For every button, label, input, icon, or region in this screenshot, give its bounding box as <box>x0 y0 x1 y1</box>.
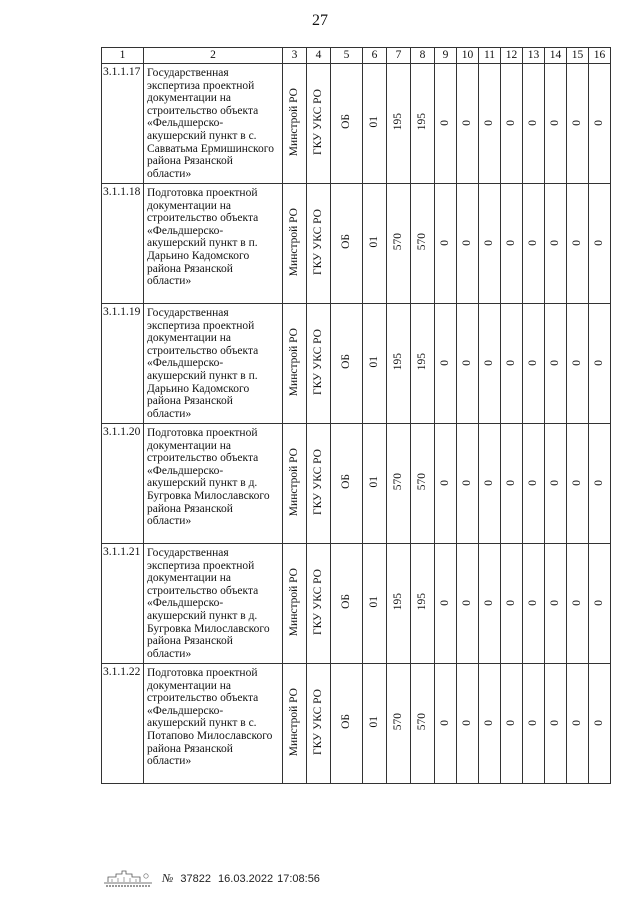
executor-text: ГКУ УКС РО <box>312 448 325 515</box>
activity-name: Государственная экспертиза проектной документации на строительство объекта «Фельдшерско-акушерский пункт в п. Дарьино Кадомского района Рязанской области» <box>144 304 283 424</box>
amount-col-8-text: 195 <box>416 593 429 611</box>
amount-col-14 <box>545 664 567 784</box>
column-header-11: 11 <box>479 48 501 64</box>
amount-col-9 <box>435 184 457 304</box>
activity-code: 3.1.1.18 <box>102 184 144 304</box>
column-header-15: 15 <box>567 48 589 64</box>
amount-col-12-text: 0 <box>505 240 518 247</box>
column-header-9: 9 <box>435 48 457 64</box>
amount-col-10-text: 0 <box>461 240 474 247</box>
amount-col-13 <box>523 424 545 544</box>
amount-col-11-text: 0 <box>483 360 496 367</box>
responsible-agency <box>283 64 307 184</box>
amount-col-9 <box>435 544 457 664</box>
amount-col-14 <box>545 304 567 424</box>
amount-col-12 <box>501 544 523 664</box>
table-row <box>102 64 611 184</box>
table-body <box>102 48 611 784</box>
amount-col-16 <box>589 664 611 784</box>
column-header-2: 2 <box>144 48 283 64</box>
amount-col-11-text: 0 <box>483 720 496 727</box>
table-row <box>102 304 611 424</box>
total-amount <box>387 544 411 664</box>
responsible-agency-text: Минстрой РО <box>288 327 301 396</box>
amount-col-14-text: 0 <box>549 120 562 127</box>
total-amount-text: 570 <box>392 473 405 491</box>
amount-col-15-text: 0 <box>571 120 584 127</box>
amount-col-15-text: 0 <box>571 720 584 727</box>
responsible-agency-text: Минстрой РО <box>288 567 301 636</box>
responsible-agency <box>283 544 307 664</box>
funding-source-text: ОБ <box>340 714 353 730</box>
amount-col-13-text: 0 <box>527 480 540 487</box>
amount-col-15 <box>567 544 589 664</box>
registry-time: 17:08:56 <box>277 872 320 885</box>
amount-col-11 <box>479 64 501 184</box>
amount-col-9-text: 0 <box>439 120 452 127</box>
funding-source-text: ОБ <box>340 354 353 370</box>
amount-col-12 <box>501 664 523 784</box>
total-amount <box>387 424 411 544</box>
column-header-7: 7 <box>387 48 411 64</box>
funding-source <box>331 184 363 304</box>
amount-col-14-text: 0 <box>549 360 562 367</box>
amount-col-10-text: 0 <box>461 360 474 367</box>
amount-col-9 <box>435 64 457 184</box>
funding-source-text: ОБ <box>340 474 353 490</box>
code-col-6 <box>363 184 387 304</box>
amount-col-14 <box>545 184 567 304</box>
amount-col-14-text: 0 <box>549 240 562 247</box>
footer-stamp <box>102 868 324 888</box>
registry-number: 37822 <box>180 872 211 885</box>
amount-col-9-text: 0 <box>439 360 452 367</box>
executor-text: ГКУ УКС РО <box>312 208 325 275</box>
responsible-agency <box>283 184 307 304</box>
amount-col-16 <box>589 304 611 424</box>
amount-col-10-text: 0 <box>461 600 474 607</box>
column-header-1: 1 <box>102 48 144 64</box>
amount-col-15-text: 0 <box>571 360 584 367</box>
responsible-agency-text: Минстрой РО <box>288 87 301 156</box>
amount-col-9-text: 0 <box>439 720 452 727</box>
amount-col-12-text: 0 <box>505 720 518 727</box>
amount-col-10 <box>457 424 479 544</box>
amount-col-10 <box>457 544 479 664</box>
amount-col-16-text: 0 <box>593 600 606 607</box>
executor <box>307 184 331 304</box>
amount-col-15 <box>567 424 589 544</box>
responsible-agency-text: Минстрой РО <box>288 687 301 756</box>
column-header-8: 8 <box>411 48 435 64</box>
amount-col-12 <box>501 184 523 304</box>
amount-col-16-text: 0 <box>593 720 606 727</box>
amount-col-13-text: 0 <box>527 120 540 127</box>
amount-col-12-text: 0 <box>505 360 518 367</box>
amount-col-8-text: 195 <box>416 113 429 131</box>
activity-code: 3.1.1.20 <box>102 424 144 544</box>
executor <box>307 304 331 424</box>
amount-col-11 <box>479 424 501 544</box>
amount-col-9 <box>435 424 457 544</box>
page-number: 27 <box>312 12 328 29</box>
column-header-6: 6 <box>363 48 387 64</box>
amount-col-13-text: 0 <box>527 720 540 727</box>
amount-col-8-text: 195 <box>416 353 429 371</box>
amount-col-10-text: 0 <box>461 480 474 487</box>
amount-col-16-text: 0 <box>593 240 606 247</box>
activity-name: Государственная экспертиза проектной документации на строительство объекта «Фельдшерско-акушерский пункт в д. Бугровка Милославского района Рязанской области» <box>144 544 283 664</box>
total-amount-text: 570 <box>392 713 405 731</box>
code-col-6-text: 01 <box>368 595 381 608</box>
amount-col-14-text: 0 <box>549 720 562 727</box>
amount-col-12-text: 0 <box>505 600 518 607</box>
amount-col-8 <box>411 424 435 544</box>
table-row <box>102 664 611 784</box>
amount-col-15-text: 0 <box>571 480 584 487</box>
total-amount <box>387 304 411 424</box>
column-header-16: 16 <box>589 48 611 64</box>
amount-col-15 <box>567 64 589 184</box>
amount-col-13 <box>523 664 545 784</box>
amount-col-11 <box>479 184 501 304</box>
amount-col-12 <box>501 424 523 544</box>
amount-col-8-text: 570 <box>416 233 429 251</box>
amount-col-14 <box>545 424 567 544</box>
column-header-12: 12 <box>501 48 523 64</box>
amount-col-12-text: 0 <box>505 480 518 487</box>
amount-col-12-text: 0 <box>505 120 518 127</box>
column-header-3: 3 <box>283 48 307 64</box>
funding-source <box>331 64 363 184</box>
responsible-agency <box>283 424 307 544</box>
code-col-6-text: 01 <box>368 715 381 728</box>
header-row <box>102 48 611 64</box>
amount-col-13-text: 0 <box>527 600 540 607</box>
amount-col-8 <box>411 64 435 184</box>
amount-col-16-text: 0 <box>593 480 606 487</box>
total-amount-text: 195 <box>392 593 405 611</box>
amount-col-16 <box>589 544 611 664</box>
executor <box>307 544 331 664</box>
registry-seal-icon <box>102 868 154 888</box>
responsible-agency <box>283 664 307 784</box>
activity-name: Подготовка проектной документации на строительство объекта «Фельдшерско-акушерский пункт в с. Потапово Милославского района Рязанской области» <box>144 664 283 784</box>
amount-col-16-text: 0 <box>593 120 606 127</box>
amount-col-8-text: 570 <box>416 473 429 491</box>
amount-col-11-text: 0 <box>483 240 496 247</box>
amount-col-11-text: 0 <box>483 600 496 607</box>
amount-col-11 <box>479 664 501 784</box>
amount-col-9 <box>435 304 457 424</box>
table-row <box>102 184 611 304</box>
funding-source <box>331 664 363 784</box>
funding-source-text: ОБ <box>340 114 353 130</box>
amount-col-13 <box>523 544 545 664</box>
total-amount-text: 195 <box>392 113 405 131</box>
amount-col-8-text: 570 <box>416 713 429 731</box>
amount-col-15 <box>567 304 589 424</box>
amount-col-9-text: 0 <box>439 600 452 607</box>
code-col-6-text: 01 <box>368 235 381 248</box>
amount-col-11-text: 0 <box>483 120 496 127</box>
activity-code: 3.1.1.17 <box>102 64 144 184</box>
amount-col-10-text: 0 <box>461 720 474 727</box>
column-header-5: 5 <box>331 48 363 64</box>
budget-table <box>101 47 611 784</box>
amount-col-8 <box>411 664 435 784</box>
funding-source <box>331 304 363 424</box>
amount-col-16 <box>589 184 611 304</box>
executor <box>307 664 331 784</box>
total-amount <box>387 64 411 184</box>
executor-text: ГКУ УКС РО <box>312 688 325 755</box>
activity-code: 3.1.1.22 <box>102 664 144 784</box>
executor <box>307 424 331 544</box>
amount-col-10 <box>457 64 479 184</box>
code-col-6 <box>363 664 387 784</box>
amount-col-16 <box>589 64 611 184</box>
code-col-6 <box>363 544 387 664</box>
amount-col-12 <box>501 64 523 184</box>
funding-source <box>331 544 363 664</box>
activity-name: Подготовка проектной документации на строительство объекта «Фельдшерско-акушерский пункт в п. Дарьино Кадомского района Рязанской области» <box>144 184 283 304</box>
executor <box>307 64 331 184</box>
amount-col-10 <box>457 664 479 784</box>
amount-col-14-text: 0 <box>549 600 562 607</box>
amount-col-10 <box>457 184 479 304</box>
code-col-6 <box>363 304 387 424</box>
amount-col-8 <box>411 184 435 304</box>
table-row <box>102 544 611 664</box>
activity-code: 3.1.1.21 <box>102 544 144 664</box>
code-col-6 <box>363 64 387 184</box>
amount-col-8 <box>411 304 435 424</box>
executor-text: ГКУ УКС РО <box>312 328 325 395</box>
amount-col-14 <box>545 64 567 184</box>
amount-col-10-text: 0 <box>461 120 474 127</box>
amount-col-12 <box>501 304 523 424</box>
executor-text: ГКУ УКС РО <box>312 88 325 155</box>
code-col-6 <box>363 424 387 544</box>
amount-col-15-text: 0 <box>571 240 584 247</box>
table-row <box>102 424 611 544</box>
amount-col-8 <box>411 544 435 664</box>
amount-col-15 <box>567 664 589 784</box>
amount-col-13-text: 0 <box>527 360 540 367</box>
responsible-agency-text: Минстрой РО <box>288 447 301 516</box>
column-header-14: 14 <box>545 48 567 64</box>
activity-code: 3.1.1.19 <box>102 304 144 424</box>
column-header-10: 10 <box>457 48 479 64</box>
total-amount-text: 195 <box>392 353 405 371</box>
amount-col-13 <box>523 184 545 304</box>
activity-name: Подготовка проектной документации на строительство объекта «Фельдшерско-акушерский пункт в д. Бугровка Милославского района Рязанской области» <box>144 424 283 544</box>
amount-col-13 <box>523 304 545 424</box>
total-amount <box>387 184 411 304</box>
code-col-6-text: 01 <box>368 115 381 128</box>
registry-date: 16.03.2022 <box>218 872 274 885</box>
amount-col-16 <box>589 424 611 544</box>
funding-source <box>331 424 363 544</box>
total-amount <box>387 664 411 784</box>
amount-col-14 <box>545 544 567 664</box>
funding-source-text: ОБ <box>340 594 353 610</box>
amount-col-9 <box>435 664 457 784</box>
amount-col-16-text: 0 <box>593 360 606 367</box>
amount-col-14-text: 0 <box>549 480 562 487</box>
code-col-6-text: 01 <box>368 475 381 488</box>
amount-col-9-text: 0 <box>439 240 452 247</box>
column-header-13: 13 <box>523 48 545 64</box>
column-header-4: 4 <box>307 48 331 64</box>
number-sign: № <box>162 870 174 885</box>
amount-col-9-text: 0 <box>439 480 452 487</box>
funding-source-text: ОБ <box>340 234 353 250</box>
responsible-agency <box>283 304 307 424</box>
total-amount-text: 570 <box>392 233 405 251</box>
amount-col-11 <box>479 304 501 424</box>
amount-col-13-text: 0 <box>527 240 540 247</box>
activity-name: Государственная экспертиза проектной документации на строительство объекта «Фельдшерско-акушерский пункт в с. Савватьма Ермишинского района Рязанской области» <box>144 64 283 184</box>
amount-col-11-text: 0 <box>483 480 496 487</box>
amount-col-11 <box>479 544 501 664</box>
amount-col-10 <box>457 304 479 424</box>
responsible-agency-text: Минстрой РО <box>288 207 301 276</box>
code-col-6-text: 01 <box>368 355 381 368</box>
executor-text: ГКУ УКС РО <box>312 568 325 635</box>
amount-col-15 <box>567 184 589 304</box>
amount-col-13 <box>523 64 545 184</box>
amount-col-15-text: 0 <box>571 600 584 607</box>
